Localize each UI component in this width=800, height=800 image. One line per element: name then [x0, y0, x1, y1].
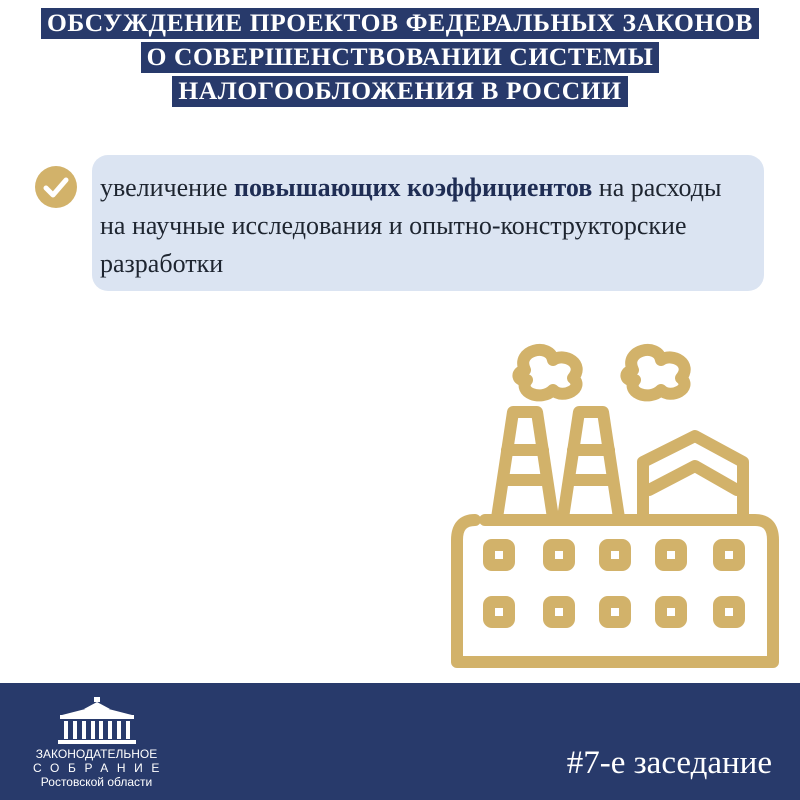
title-line-2: О СОВЕРШЕНСТВОВАНИИ СИСТЕМЫ [141, 42, 660, 73]
item-text-bold: повышающих коэффициентов [234, 173, 593, 202]
logo [14, 697, 179, 797]
factory-icon [445, 340, 785, 670]
page-title [0, 8, 800, 110]
check-circle-icon [35, 166, 77, 208]
parliament-building-icon [54, 697, 140, 747]
item-text-after: на расходы на научные исследования и опытно-конструкторские разработки [100, 173, 722, 278]
item-text-before: увеличение [100, 173, 235, 202]
logo-line-3: Ростовской области [40, 775, 153, 789]
logo-line-1: ЗАКОНОДАТЕЛЬНОЕ [35, 747, 158, 761]
title-line-1: ОБСУЖДЕНИЕ ПРОЕКТОВ ФЕДЕРАЛЬНЫХ ЗАКОНОВ [41, 8, 759, 39]
logo-line-2: СОБРАНИЕ [33, 761, 168, 775]
info-bubble [92, 155, 764, 291]
footer-bar [0, 683, 800, 800]
title-line-3: НАЛОГООБЛОЖЕНИЯ В РОССИИ [172, 76, 627, 107]
session-hashtag: #7-е заседание [566, 745, 772, 781]
